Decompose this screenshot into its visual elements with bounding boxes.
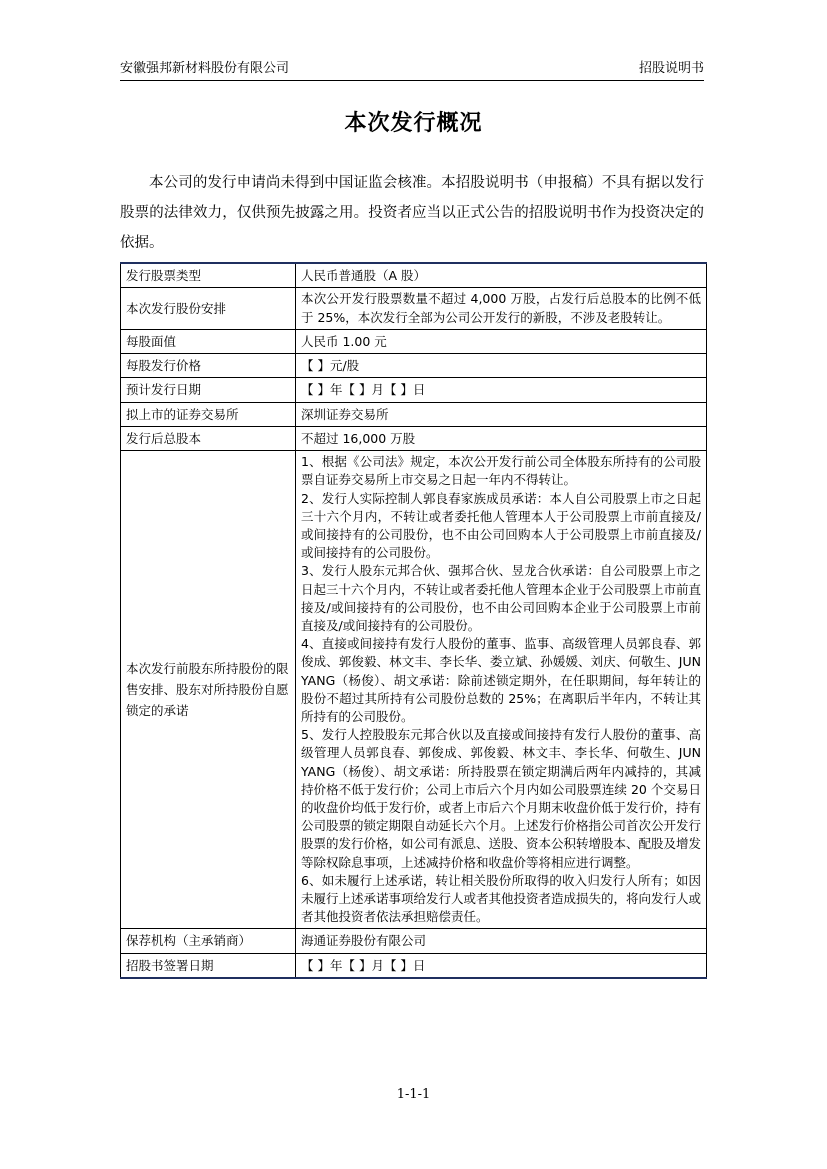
intro-paragraph: 本公司的发行申请尚未得到中国证监会核准。本招股说明书（申报稿）不具有据以发行股票的法律效力，仅供预先披露之用。投资者应当以正式公告的招股说明书作为投资决定的依据。 — [120, 175, 704, 251]
page-header — [120, 60, 704, 79]
sign-date-value: 【 】年【 】月【 】日 — [296, 953, 707, 978]
table-row — [121, 288, 707, 329]
table-row — [121, 426, 707, 450]
row-label: 预计发行日期 — [121, 378, 296, 402]
table-row — [121, 354, 707, 378]
row-label: 发行股票类型 — [121, 263, 296, 288]
offering-overview-table — [120, 262, 707, 979]
header-divider — [120, 80, 704, 81]
table-row — [121, 378, 707, 402]
row-label: 发行后总股本 — [121, 426, 296, 450]
lockup-item-2: 2、发行人实际控制人郭良春家族成员承诺：本人自公司股票上市之日起三十六个月内，不转让或者委托他人管理本人于公司股票上市前直接及/或间接持有的公司股份，也不由公司回购本人于公司股票上市前直接及/或间接持有的公司股份。 — [301, 490, 701, 561]
row-value: 深圳证券交易所 — [296, 402, 707, 426]
lockup-commitments — [296, 451, 707, 929]
table-row — [121, 929, 707, 953]
row-value: 不超过 16,000 万股 — [296, 426, 707, 450]
lockup-item-3: 3、发行人股东元邦合伙、强邦合伙、昱龙合伙承诺：自公司股票上市之日起三十六个月内，不转让或者委托他人管理本企业于公司股票上市前直接及/或间接持有的公司股份，也不由公司回购本企业于公司股票上市前直接及/或间接持有的公司股份。 — [301, 563, 702, 634]
table-row — [121, 402, 707, 426]
lockup-item-1: 1、根据《公司法》规定，本次公开发行前公司全体股东所持有的公司股票自证券交易所上市交易之日起一年内不得转让。 — [301, 454, 701, 488]
page-title: 本次发行概况 — [344, 111, 483, 136]
row-label: 每股面值 — [121, 329, 296, 353]
table-row — [121, 263, 707, 288]
page-number: 1-1-1 — [396, 1087, 431, 1102]
row-value: 人民币普通股（A 股） — [296, 263, 707, 288]
lockup-item-6: 6、如未履行上述承诺，转让相关股份所取得的收入归发行人所有；如因未履行上述承诺事项给发行人或者其他投资者造成损失的，将向发行人或者其他投资者依法承担赔偿责任。 — [301, 872, 702, 925]
row-label: 每股发行价格 — [121, 354, 296, 378]
company-name: 安徽强邦新材料股份有限公司 — [120, 61, 290, 76]
row-value: 【 】年【 】月【 】日 — [296, 378, 707, 402]
table-row-lockup — [121, 451, 707, 929]
row-value: 【 】元/股 — [296, 354, 707, 378]
lockup-item-5: 5、发行人控股股东元邦合伙以及直接或间接持有发行人股份的董事、高级管理人员郭良春、郭俊成、郭俊毅、林文丰、李长华、何敬生、JUN YANG（杨俊）、胡文承诺：所持股票在锁定期满后两年内减持的，其减持价格不低于发行价；公司上市后六个月内如公司股票连续 20 个交易日的收盘价均低于发行价，或者上市后六个月期末收盘价低于发行价，持有公司股票的锁定期限自动延长六个月。上述发行价格指公司首次公开发行股票的发行价格，如公司有派息、送股、资本公积转增股本、配股及增发等除权除息事项，上述减持价格和收盘价等将相应进行调整。 — [301, 727, 702, 870]
lockup-item-4: 4、直接或间接持有发行人股份的董事、监事、高级管理人员郭良春、郭俊成、郭俊毅、林文丰、李长华、娄立斌、孙媛媛、刘庆、何敬生、JUN YANG（杨俊）、胡文承诺：除前述锁定期外，在任职期间，每年转让的股份不超过其所持有公司股份总数的 25%；在离职后半年内，不转让其所持有的公司股份。 — [301, 636, 701, 725]
sign-date-label: 招股书签署日期 — [121, 953, 296, 978]
row-value: 本次公开发行股票数量不超过 4,000 万股，占发行后总股本的比例不低于 25%，本次发行全部为公司公开发行的新股，不涉及老股转让。 — [296, 288, 707, 329]
lockup-label: 本次发行前股东所持股份的限售安排、股东对所持股份自愿锁定的承诺 — [121, 451, 296, 929]
row-label: 本次发行股份安排 — [121, 288, 296, 329]
table-row — [121, 953, 707, 978]
row-value: 人民币 1.00 元 — [296, 329, 707, 353]
sponsor-label: 保荐机构（主承销商） — [121, 929, 296, 953]
table-row — [121, 329, 707, 353]
sponsor-value: 海通证券股份有限公司 — [296, 929, 707, 953]
row-label: 拟上市的证券交易所 — [121, 402, 296, 426]
document-type: 招股说明书 — [638, 61, 704, 76]
